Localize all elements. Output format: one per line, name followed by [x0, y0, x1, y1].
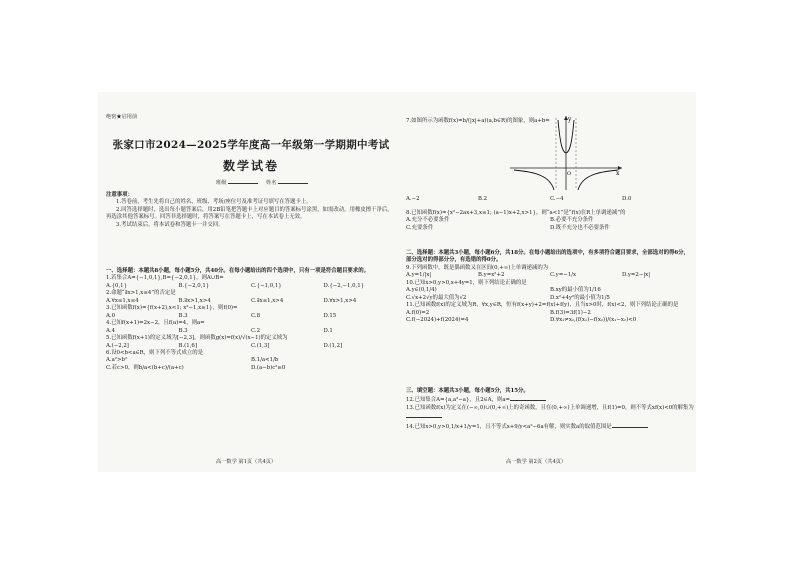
option: B.xy的最小值为1/16 [550, 287, 601, 294]
question-5: 5.已知函数f(x+1)的定义域为[−2,3]，则函数g(x)=f(x)/√(x−1)的定义域为 [106, 335, 288, 342]
question-13 [406, 405, 694, 422]
section-1 [106, 268, 396, 372]
question-1: 1.若集合A={−1,0,1},B={−2,0,1}，则A∪B= [106, 275, 224, 282]
question-11-stem: 11.已知函数f(x)的定义域为R，∀x,y∈R，恒有f(x+y)+2=f(x)+f(y)，且当x>0时，f(x)<2，则下列结论正确的是 [406, 302, 679, 309]
option: D.{−2,−1,0,1} [323, 282, 365, 289]
section-3-heading: 三、填空题：本题共3小题，每小题5分，共15分。 [406, 388, 529, 394]
class-name-line [216, 178, 314, 187]
option: D.15 [323, 312, 337, 319]
notice-title: 注意事项： [106, 192, 133, 198]
page-2-footer: 高一数学 第2页（共4页） [506, 458, 567, 465]
option: A.f(0)=2 [406, 309, 430, 316]
option: D.(1,2] [323, 342, 343, 349]
question-11-options [406, 310, 694, 325]
option: B.{−2,0,1} [178, 282, 210, 289]
question-8-stem: 8.已知函数f(x)={x²−2ax+3,x≤1; (a−1)x+2,x>1}，则“a<1”是“f(x)在R上单调递减”的 [406, 210, 626, 216]
notice-item: 1.答卷前，考生先将自己的姓名、班级、考场/座位号及准考证号填写在答题卡上。 [116, 199, 312, 206]
option: C.∃x≤1,x>4 [251, 297, 284, 304]
confidential-label: 绝密★启用前 [106, 114, 138, 120]
option: D.y=2−|x| [622, 272, 651, 279]
option: C.若c>0，则b/a<(b+c)/(a+c) [106, 364, 184, 371]
option: A.4 [106, 327, 116, 334]
question-6: 6.设0<b<a∈R，则下列不等式成立的是 [106, 349, 204, 356]
question-14 [406, 422, 694, 431]
option: A.y=1/|x| [406, 272, 432, 279]
question-8 [406, 210, 694, 232]
section-1-heading: 一、选择题：本题共8小题，每小题5分，共40分。在每小题给出的四个选项中，只有一项是符合题目要求的。 [106, 268, 369, 274]
option: C.f(−2024)+f(2024)=4 [406, 317, 469, 324]
option: A.0 [106, 312, 116, 319]
option: B.(1,6] [178, 342, 197, 349]
option: C.(1,3] [251, 342, 270, 349]
question-10-stem: 10.已知x>0,y>0,x+4y=1，则下列结论正确的是 [406, 279, 527, 286]
exam-sheet [98, 92, 696, 472]
question-8-options [406, 217, 694, 232]
question-6-options [106, 357, 396, 372]
question-3: 3.已知函数f(x)={f(x+2),x<1; x²−1,x≥1}，则f(0)= [106, 305, 238, 312]
question-14-stem: 14.已知x>0,y>0,1/x+1/y=1，且不等式x+9/y<a²−6a有解，则实数a的取值范围是 [406, 423, 612, 430]
question-7-options [406, 196, 694, 203]
option: B.2 [478, 196, 488, 202]
option: A.−2 [406, 196, 420, 202]
option: C.y=−1/x [550, 272, 577, 279]
name-label: 姓名 [266, 180, 277, 186]
option: C.2 [251, 327, 261, 334]
options-row [406, 196, 694, 203]
option: B.f(3)=3f(1)−2 [550, 309, 591, 316]
option: D.既不充分也不必要条件 [550, 224, 610, 231]
question-10-options [406, 287, 694, 302]
section-3 [406, 388, 694, 431]
option: A.(−2,2] [106, 342, 129, 349]
origin-label: O [567, 171, 572, 177]
exam-page-2 [406, 92, 694, 472]
question-12 [406, 395, 694, 404]
option: D.0 [622, 196, 632, 202]
answer-blank [510, 395, 546, 401]
answer-blank [612, 422, 648, 428]
option: D.∀x>1,x>4 [323, 297, 357, 304]
option: D.(a−b)c²≥0 [251, 364, 286, 371]
question-4-options [106, 328, 396, 335]
option: B.1/a<1/b [251, 357, 279, 364]
option: A.充分不必要条件 [406, 217, 450, 224]
question-2: 2.命题“∃x>1,x≤4”的否定是 [106, 290, 176, 297]
question-5-options [106, 343, 396, 350]
option: B.∃x>1,x>4 [178, 297, 211, 304]
option: C.−4 [550, 196, 564, 202]
question-12-stem: 12.已知集合A={a,a²−a}，且2∈A，则a= [406, 397, 511, 404]
y-axis-label: y [568, 116, 572, 123]
question-4: 4.已知f(x+1)=2x−2，且f(a)=4，则a= [106, 320, 205, 327]
notice-item: 2.回答选择题时，选出每小题答案后，用2B铅笔把答题卡上对应题目的答案标号涂黑，如需改动，用橡皮擦干净后，再选涂其他答案标号。回答非选择题时，将答案写在答题卡上，写在本试卷上无效。 [106, 206, 393, 221]
notice-block [106, 192, 396, 229]
option: C.{−1,0,1} [251, 282, 282, 289]
option: B.y=x²+2 [478, 272, 505, 279]
option: B.3 [178, 327, 188, 334]
option: A.{0,1} [106, 282, 128, 289]
x-axis-label: x [616, 170, 620, 177]
section-2-heading: 二、选择题：本题共3小题，每小题6分，共18分。在每小题给出的选项中，有多项符合题目要求，全部选对的得6分，部分选对的得部分分，有选错的得0分。 [406, 250, 689, 264]
question-9-options [406, 272, 694, 279]
option: B.必要不充分条件 [550, 217, 594, 224]
answer-blank [406, 412, 442, 418]
curve-left [514, 170, 554, 190]
option: C.8 [251, 312, 261, 319]
name-blank [278, 178, 308, 184]
option: A.a²>b² [106, 357, 128, 364]
option: D.∀x₁≠x₂,(f(x₁)−f(x₂))/(x₁−x₂)<0 [550, 317, 637, 324]
option: B.3 [178, 312, 188, 319]
exam-title: 张家口市2024—2025学年度高一年级第一学期期中考试 [112, 139, 390, 151]
option: C.充要条件 [406, 224, 434, 231]
option: C.√x+2√y的最大值为√2 [406, 294, 467, 301]
question-13-stem: 13.已知函数f(x)为定义在(−∞,0)∪(0,+∞)上的奇函数，且在(0,+∞)上单调递增，且f(1)=0，则不等式xf(x)<0的解集为 [406, 404, 694, 411]
function-graph [506, 112, 626, 192]
class-label: 班级 [216, 180, 227, 186]
option: A.∀x≤1,x≤4 [106, 297, 139, 304]
exam-page-1 [106, 92, 396, 472]
question-7-stem: 7.如图所示为函数f(x)=b/(|x|+a)(a,b∈R)的图象，则a+b= [406, 118, 550, 124]
notice-item: 3.考试结束后，将本试卷和答题卡一并交回。 [116, 221, 224, 228]
option: D.x²+4y²的最小值为1/5 [550, 294, 610, 301]
option: D.1 [323, 327, 333, 334]
page-1-footer: 高一数学 第1页（共4页） [216, 458, 277, 465]
exam-subtitle: 数学试卷 [222, 159, 279, 173]
section-2 [406, 250, 694, 325]
question-9-stem: 9.下列函数中，既是偶函数又在区间(0,+∞)上单调递减的为 [406, 264, 549, 271]
option: A.y∈(0,1/4) [406, 287, 437, 294]
curve-right [578, 170, 618, 190]
class-blank [228, 178, 258, 184]
